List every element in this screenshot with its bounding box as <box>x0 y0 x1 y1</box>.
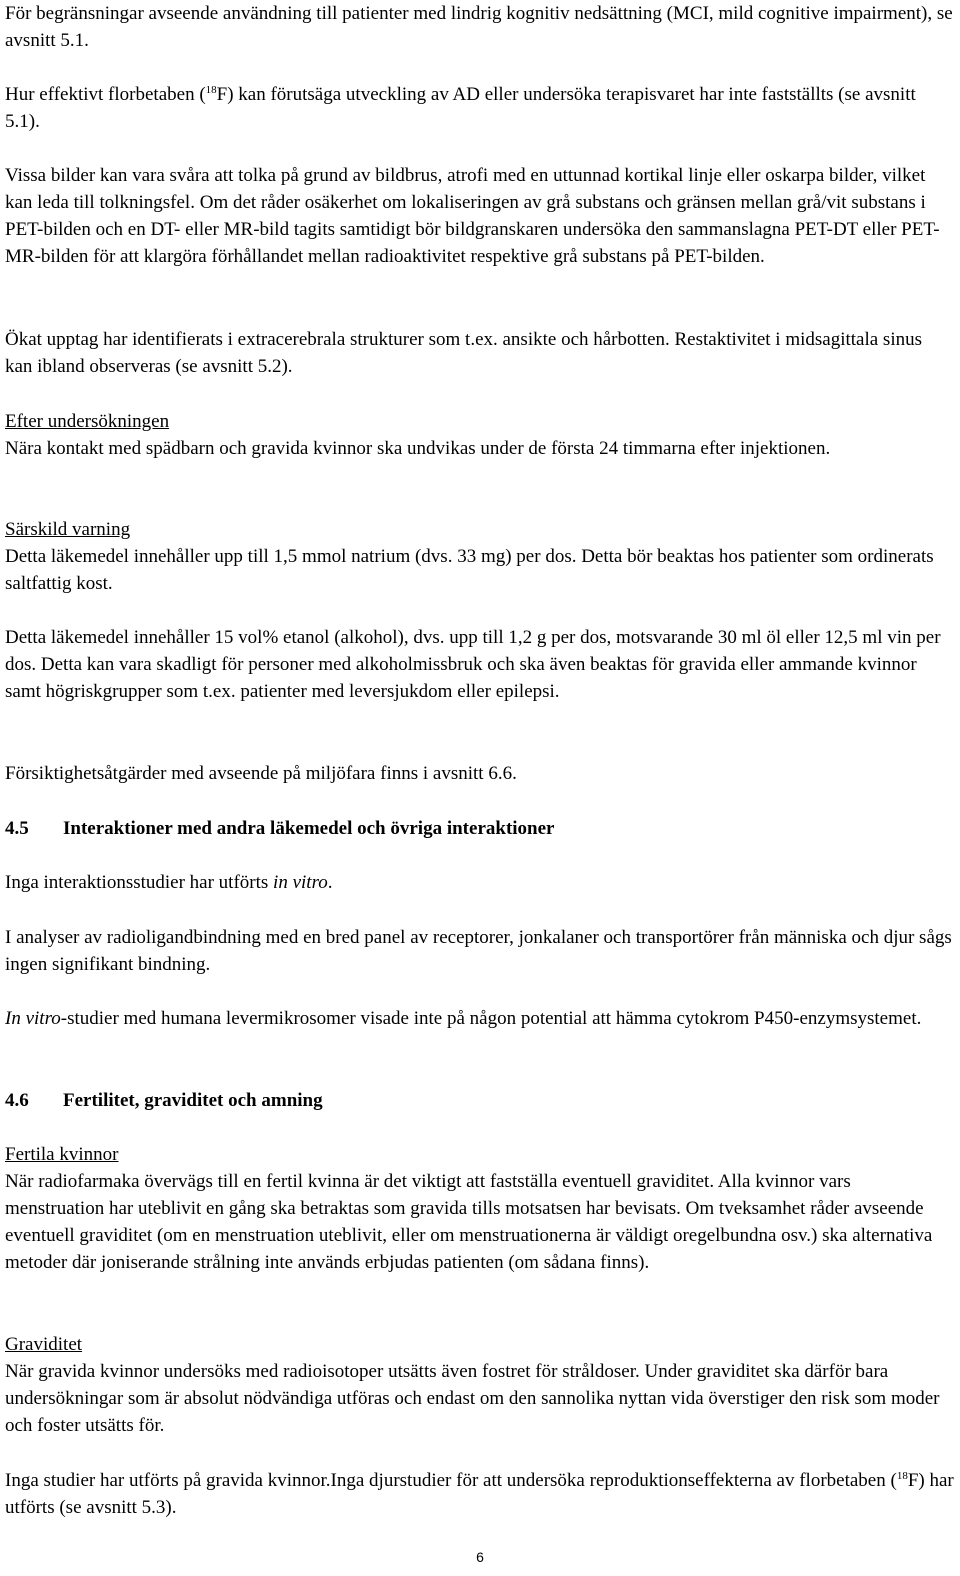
text-segment: -studier med humana levermikrosomer visade inte på någon potential att hämma cytokrom P450-enzymsystemet. <box>60 1008 922 1029</box>
section-number: 4.6 <box>5 1090 29 1111</box>
paragraph-after-exam: Nära kontakt med spädbarn och gravida kvinnor ska undvikas under de första 24 timmarna efter injektionen. <box>5 438 831 459</box>
paragraph-radioligand: I analyser av radioligandbindning med en bred panel av receptorer, jonkalaner och transportörer från människa och djur sågs ingen signifikant bindning. <box>5 927 952 975</box>
paragraph-mci-limitations: För begränsningar avseende användning till patienter med lindrig kognitiv nedsättning (MCI, mild cognitive impairment), se avsnitt 5.1. <box>5 3 953 51</box>
paragraph-reproduction-studies <box>5 1467 954 1521</box>
section-number: 4.5 <box>5 818 29 839</box>
subheading-pregnancy: Graviditet <box>5 1334 83 1355</box>
text-segment: F) har utförts (se avsnitt 5.3). <box>5 1470 954 1518</box>
superscript: 18 <box>205 84 217 96</box>
superscript: 18 <box>896 1470 908 1482</box>
paragraph-pregnancy: När gravida kvinnor undersöks med radioisotoper utsätts även fostret för stråldoser. Under graviditet ska därför bara undersökningar som är absolut nödvändiga utföras och endast om den sannolika nyttan vida överstiger den risk som moder och foster utsätts för. <box>5 1361 940 1436</box>
section-after-exam <box>5 408 954 462</box>
subheading-after-exam: Efter undersökningen <box>5 411 170 432</box>
paragraph-efficacy <box>5 81 954 135</box>
subheading-fertile-women: Fertila kvinnor <box>5 1144 119 1165</box>
page-number: 6 <box>476 1549 484 1565</box>
text-segment: Inga studier har utförts på gravida kvinnor.Inga djurstudier för att undersöka reproduktionseffekterna av florbetaben ( <box>5 1470 897 1491</box>
paragraph-fertile-women: När radiofarmaka övervägs till en fertil kvinna är det viktigt att fastställa eventuell graviditet. Alla kvinnor vars menstruation har uteblivit en gång ska betraktas som gravida tills motsatsen har bevisats. Om tveksamhet råder avseende eventuell graviditet (om en menstruation uteblivit, eller om menstruationerna är väldigt oregelbundna osv.) ska alternativa metoder där joniserande strålning inte används erbjudas patienten (om sådana finns). <box>5 1171 933 1273</box>
text-segment: F) kan förutsäga utveckling av AD eller undersöka terapisvaret har inte fastställts (se avsnitt 5.1). <box>5 84 916 132</box>
paragraph-special-warning: Detta läkemedel innehåller upp till 1,5 mmol natrium (dvs. 33 mg) per dos. Detta bör beaktas hos patienter som ordinerats saltfattig kost. <box>5 546 934 594</box>
section-special-warning <box>5 516 954 597</box>
text-segment: Om det råder osäkerhet om lokaliseringen av grå substans och gränsen mellan grå/vit substans i PET-bilden och en DT- eller MR-bild tagits samtidigt bör bildgranskaren undersöka den sammanslagna PET-DT eller PET-MR-bilden för att klargöra förhållandet mellan radioaktivitet respektive grå substans på PET-bilden. <box>5 192 940 267</box>
text-segment: Hur effektivt florbetaben ( <box>5 84 206 105</box>
section-pregnancy <box>5 1331 954 1439</box>
section-title: Interaktioner med andra läkemedel och övriga interaktioner <box>63 818 555 839</box>
section-fertile-women <box>5 1141 954 1276</box>
text-segment: . <box>327 872 333 893</box>
section-title: Fertilitet, graviditet och amning <box>63 1090 323 1111</box>
paragraph-ethanol: Detta läkemedel innehåller 15 vol% etanol (alkohol), dvs. upp till 1,2 g per dos, motsvarande 30 ml öl eller 12,5 ml vin per dos. Detta kan vara skadligt för personer med alkoholmissbruk och ska även beaktas för gravida eller ammande kvinnor samt högriskgrupper som t.ex. patienter med leversjukdom eller epilepsi. <box>5 627 941 702</box>
italic-text: in vitro <box>273 872 328 893</box>
paragraph-uptake: Ökat upptag har identifierats i extracerebrala strukturer som t.ex. ansikte och hårbotten. Restaktivitet i midsagittala sinus kan ibland observeras (se avsnitt 5.2). <box>5 329 923 377</box>
text-segment: Inga interaktionsstudier har utförts <box>5 872 274 893</box>
paragraph-in-vitro <box>5 1005 954 1032</box>
section-heading-4-6 <box>5 1087 954 1114</box>
text-segment: Vissa bilder kan vara svåra att tolka på grund av bildbrus, atrofi med en uttunnad kortikal linje eller oskarpa bilder, vilket kan leda till tolkningsfel. <box>5 165 926 213</box>
italic-text: In vitro <box>5 1008 61 1029</box>
paragraph-interpretation <box>5 162 954 270</box>
paragraph-interaction-studies <box>5 869 954 896</box>
subheading-special-warning: Särskild varning <box>5 519 131 540</box>
paragraph-environment: Försiktighetsåtgärder med avseende på miljöfara finns i avsnitt 6.6. <box>5 763 517 784</box>
section-heading-4-5 <box>5 815 954 842</box>
